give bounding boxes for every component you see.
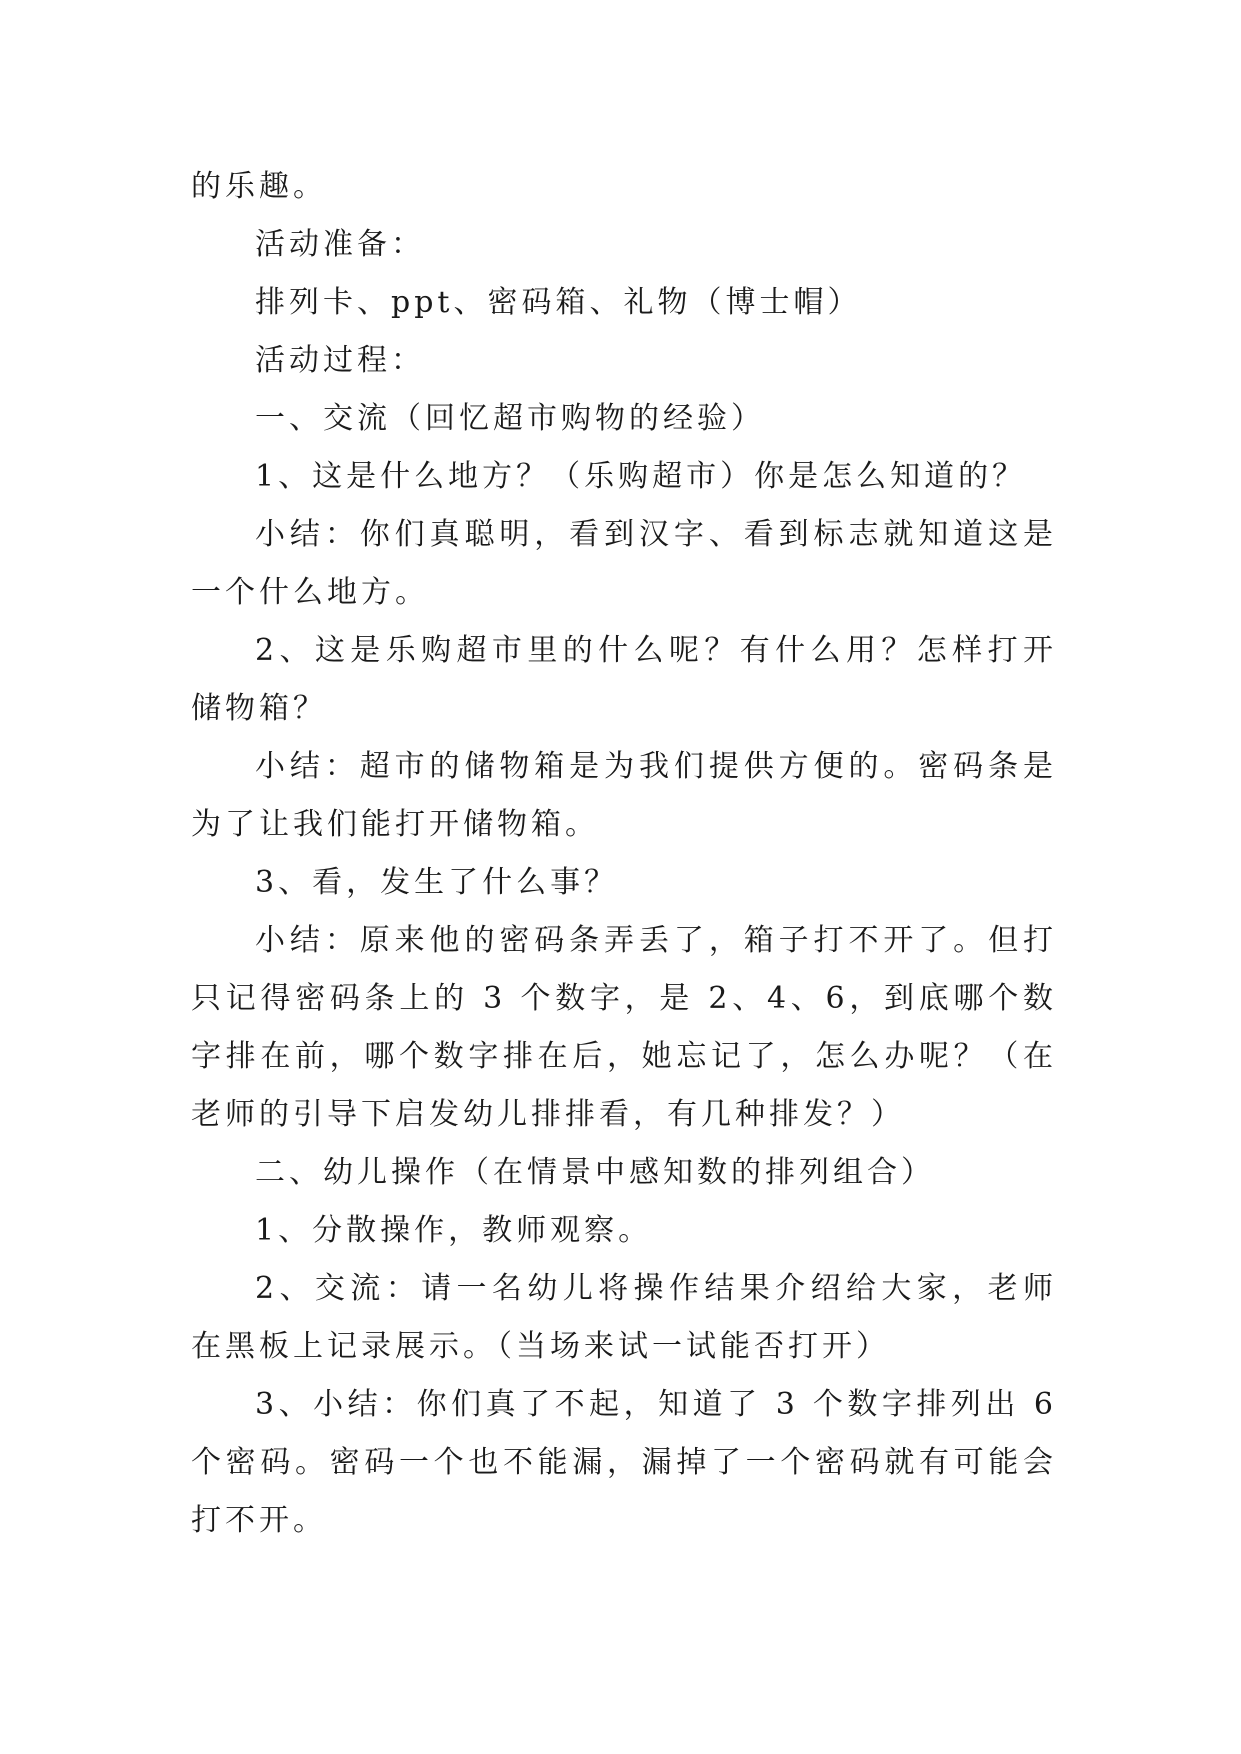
paragraph-question-1: 1、这是什么地方？（乐购超市）你是怎么知道的？ — [255, 459, 1027, 494]
paragraph-step-3: 3、小结：你们真了不起，知道了 3 个数字排列出 6 个密码。密码一个也不能漏，漏掉了一个密码就有可能会打不开。 — [191, 1387, 1057, 1538]
paragraph-process-heading: 活动过程： — [255, 343, 425, 378]
paragraph-summary-1: 小结：你们真聪明，看到汉字、看到标志就知道这是一个什么地方。 — [191, 517, 1057, 610]
paragraph-step-1: 1、分散操作，教师观察。 — [255, 1213, 653, 1248]
paragraph-question-2: 2、这是乐购超市里的什么呢？有什么用？怎样打开储物箱？ — [191, 633, 1057, 726]
paragraph-summary-3: 小结：原来他的密码条弄丢了，箱子打不开了。但打只记得密码条上的 3 个数字，是 2、4、6，到底哪个数字排在前，哪个数字排在后，她忘记了，怎么办呢？（在老师的引导下启发幼儿排排看，有几种排发？） — [191, 923, 1057, 1132]
paragraph-preparation-items: 排列卡、ppt、密码箱、礼物（博士帽） — [255, 285, 862, 320]
document-page — [191, 158, 1057, 1550]
paragraph-preparation-heading: 活动准备： — [255, 227, 425, 262]
paragraph-summary-2: 小结：超市的储物箱是为我们提供方便的。密码条是为了让我们能打开储物箱。 — [191, 749, 1057, 842]
paragraph-section-two: 二、幼儿操作（在情景中感知数的排列组合） — [255, 1155, 935, 1190]
paragraph-continuation: 的乐趣。 — [191, 169, 327, 204]
paragraph-question-3: 3、看，发生了什么事？ — [255, 865, 619, 900]
paragraph-section-one: 一、交流（回忆超市购物的经验） — [255, 401, 765, 436]
paragraph-step-2: 2、交流：请一名幼儿将操作结果介绍给大家，老师在黑板上记录展示。（当场来试一试能否打开） — [191, 1271, 1057, 1364]
